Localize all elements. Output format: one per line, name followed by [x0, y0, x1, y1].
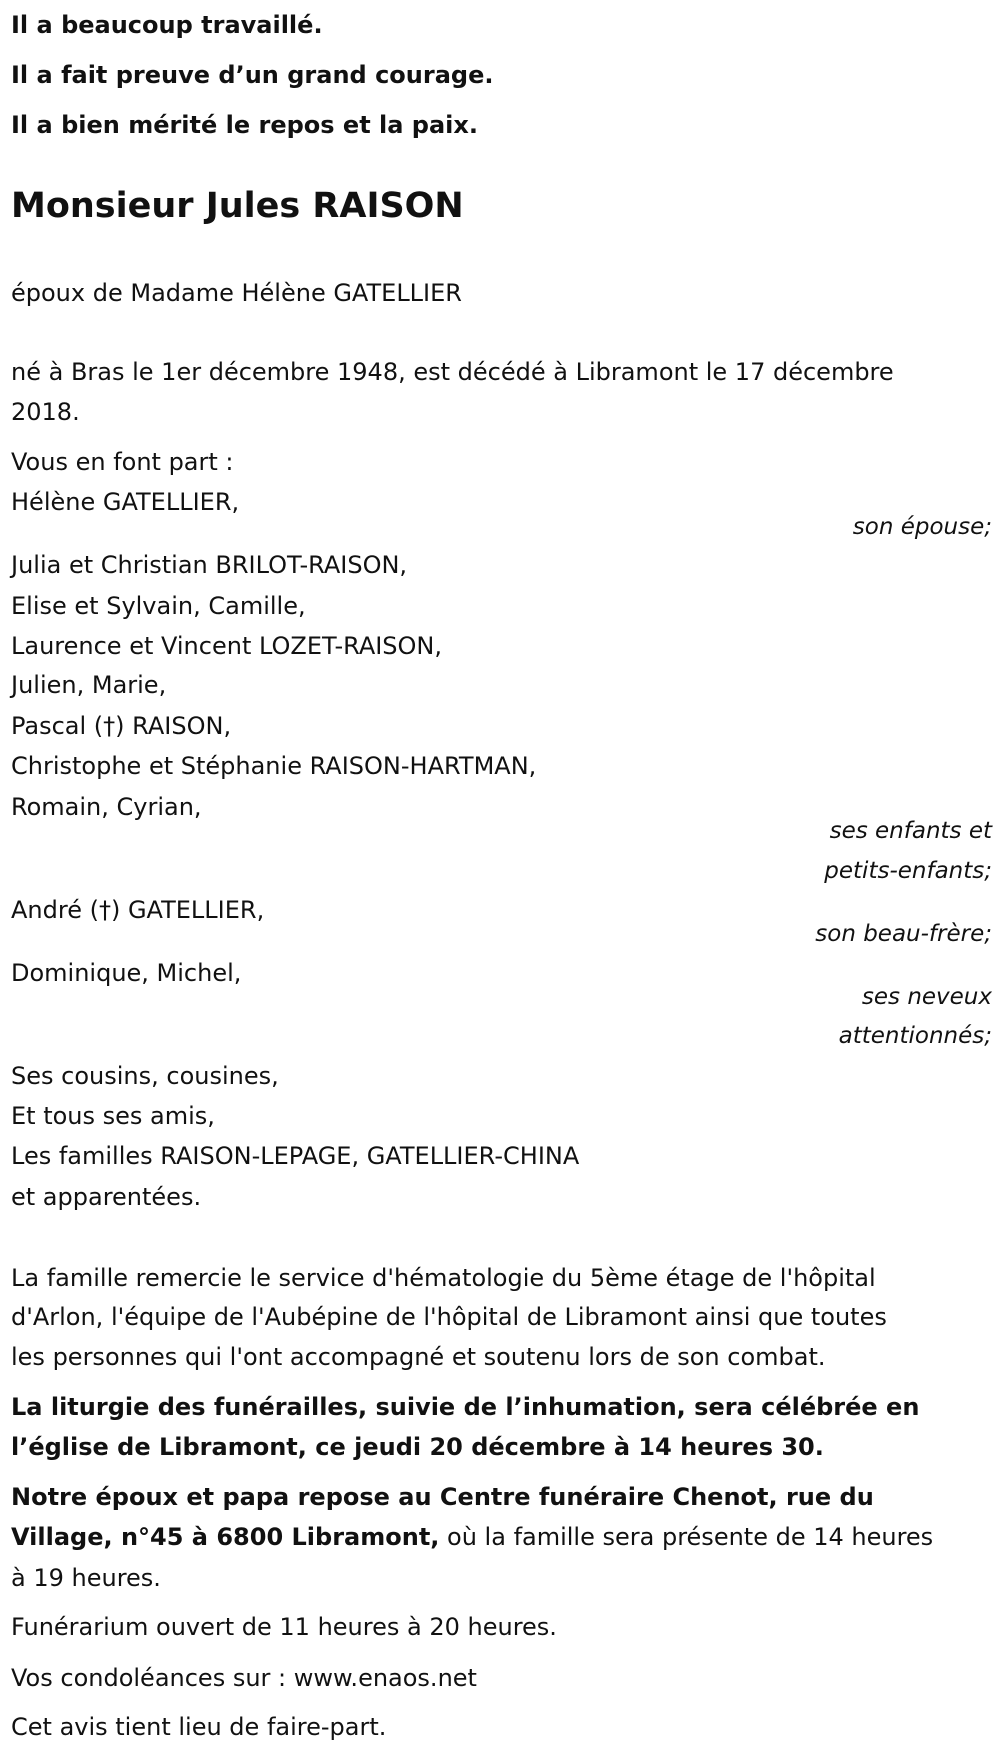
thanks-line: d'Arlon, l'équipe de l'Aubépine de l'hôpital de Libramont ainsi que toutes: [11, 1303, 887, 1331]
family-child: Romain, Cyrian,: [11, 793, 202, 821]
spouse-line: époux de Madame Hélène GATELLIER: [11, 279, 462, 307]
relation-label: ses neveux: [861, 984, 992, 1010]
family-child: Elise et Sylvain, Camille,: [11, 592, 306, 620]
family-other: et apparentées.: [11, 1183, 202, 1211]
epitaph-line: Il a beaucoup travaillé.: [11, 11, 323, 39]
condolences-line: Vos condoléances sur : www.enaos.net: [11, 1664, 477, 1692]
relation-label: attentionnés;: [838, 1023, 992, 1049]
rest-line: à 19 heures.: [11, 1564, 161, 1592]
rest-address: Village, n°45 à 6800 Libramont,: [11, 1523, 440, 1551]
family-other: Et tous ses amis,: [11, 1102, 215, 1130]
family-child: Julien, Marie,: [11, 671, 167, 699]
liturgy-line: l’église de Libramont, ce jeudi 20 décembre à 14 heures 30.: [11, 1433, 824, 1461]
family-nephews: Dominique, Michel,: [11, 959, 242, 987]
family-brother-in-law: André (†) GATELLIER,: [11, 896, 265, 924]
family-child: Christophe et Stéphanie RAISON-HARTMAN,: [11, 752, 537, 780]
rest-line: [11, 1517, 933, 1557]
rest-hours: où la famille sera présente de 14 heures: [439, 1523, 934, 1551]
relation-label: ses enfants et: [829, 818, 992, 844]
relation-label: son épouse;: [852, 514, 992, 540]
relation-label: petits-enfants;: [824, 858, 992, 884]
birth-death-line: 2018.: [11, 398, 80, 426]
notice-line: Cet avis tient lieu de faire-part.: [11, 1713, 387, 1741]
liturgy-line: La liturgie des funérailles, suivie de l’inhumation, sera célébrée en: [11, 1393, 920, 1421]
funerarium-hours: Funérarium ouvert de 11 heures à 20 heures.: [11, 1613, 557, 1641]
epitaph-line: Il a fait preuve d’un grand courage.: [11, 61, 494, 89]
epitaph-line: Il a bien mérité le repos et la paix.: [11, 111, 479, 139]
family-other: Les familles RAISON-LEPAGE, GATELLIER-CHINA: [11, 1142, 580, 1170]
birth-death-line: né à Bras le 1er décembre 1948, est décédé à Libramont le 17 décembre: [11, 358, 894, 386]
announce-line: Vous en font part :: [11, 448, 234, 476]
thanks-line: La famille remercie le service d'hématologie du 5ème étage de l'hôpital: [11, 1264, 876, 1292]
family-child: Pascal (†) RAISON,: [11, 712, 232, 740]
family-spouse: Hélène GATELLIER,: [11, 488, 240, 516]
family-other: Ses cousins, cousines,: [11, 1062, 279, 1090]
family-child: Julia et Christian BRILOT-RAISON,: [11, 551, 408, 579]
relation-label: son beau-frère;: [815, 921, 992, 947]
family-child: Laurence et Vincent LOZET-RAISON,: [11, 632, 443, 660]
thanks-line: les personnes qui l'ont accompagné et soutenu lors de son combat.: [11, 1343, 826, 1371]
rest-line: Notre époux et papa repose au Centre funéraire Chenot, rue du: [11, 1483, 874, 1511]
deceased-name: Monsieur Jules RAISON: [11, 186, 464, 226]
